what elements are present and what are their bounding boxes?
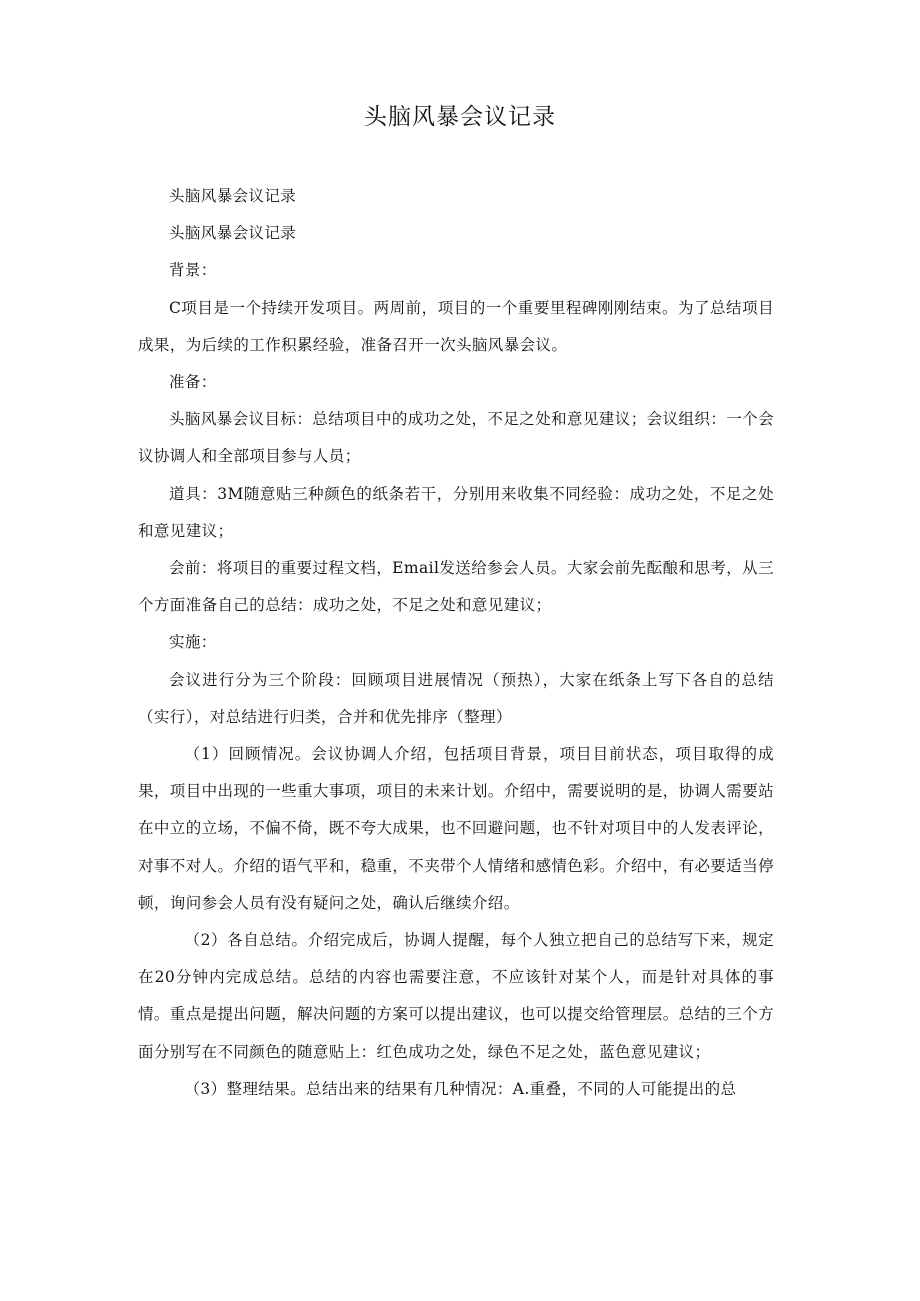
paragraph-implementation-stages: 会议进行分为三个阶段：回顾项目进展情况（预热），大家在纸条上写下各自的总结（实行），对总结进行归类，合并和优先排序（整理） <box>138 670 774 726</box>
document-title: 头脑风暴会议记录 <box>364 104 556 130</box>
paragraph-step-3: （3）整理结果。总结出来的结果有几种情况：A.重叠，不同的人可能提出的总 <box>184 1079 737 1098</box>
section-heading-preparation: 准备： <box>169 373 217 392</box>
paragraph-step-2: （2）各自总结。介绍完成后，协调人提醒，每个人独立把自己的总结写下来，规定在20分钟内完成总结。总结的内容也需要注意，不应该针对某个人，而是针对具体的事情。重点是提出问题，解决问题的方案可以提出建议，也可以提交给管理层。总结的三个方面分别写在不同颜色的随意贴上：红色成功之处，绿色不足之处，蓝色意见建议； <box>138 931 775 1061</box>
section-heading-background: 背景： <box>169 261 217 280</box>
document-body <box>138 178 774 1108</box>
paragraph-preparation-goal: 头脑风暴会议目标：总结项目中的成功之处，不足之处和意见建议；会议组织：一个会议协调人和全部项目参与人员； <box>138 410 774 466</box>
section-heading-implementation: 实施： <box>169 633 217 652</box>
paragraph-preparation-tools: 道具：3M随意贴三种颜色的纸条若干，分别用来收集不同经验：成功之处，不足之处和意见建议； <box>138 484 774 540</box>
paragraph-preparation-before: 会前：将项目的重要过程文档，Email发送给参会人员。大家会前先酝酿和思考，从三个方面准备自己的总结：成功之处，不足之处和意见建议； <box>138 559 774 615</box>
paragraph-step-1: （1）回顾情况。会议协调人介绍，包括项目背景，项目目前状态，项目取得的成果，项目中出现的一些重大事项，项目的未来计划。介绍中，需要说明的是，协调人需要站在中立的立场，不偏不倚，既不夸大成果，也不回避问题，也不针对项目中的人发表评论，对事不对人。介绍的语气平和，稳重，不夹带个人情绪和感情色彩。介绍中，有必要适当停顿，询问参会人员有没有疑问之处，确认后继续介绍。 <box>138 745 775 912</box>
paragraph-subtitle: 头脑风暴会议记录 <box>169 187 297 205</box>
paragraph-background: C项目是一个持续开发项目。两周前，项目的一个重要里程碑刚刚结束。为了总结项目成果，为后续的工作积累经验，准备召开一次头脑风暴会议。 <box>138 298 774 354</box>
paragraph-subtitle: 头脑风暴会议记录 <box>169 224 297 243</box>
